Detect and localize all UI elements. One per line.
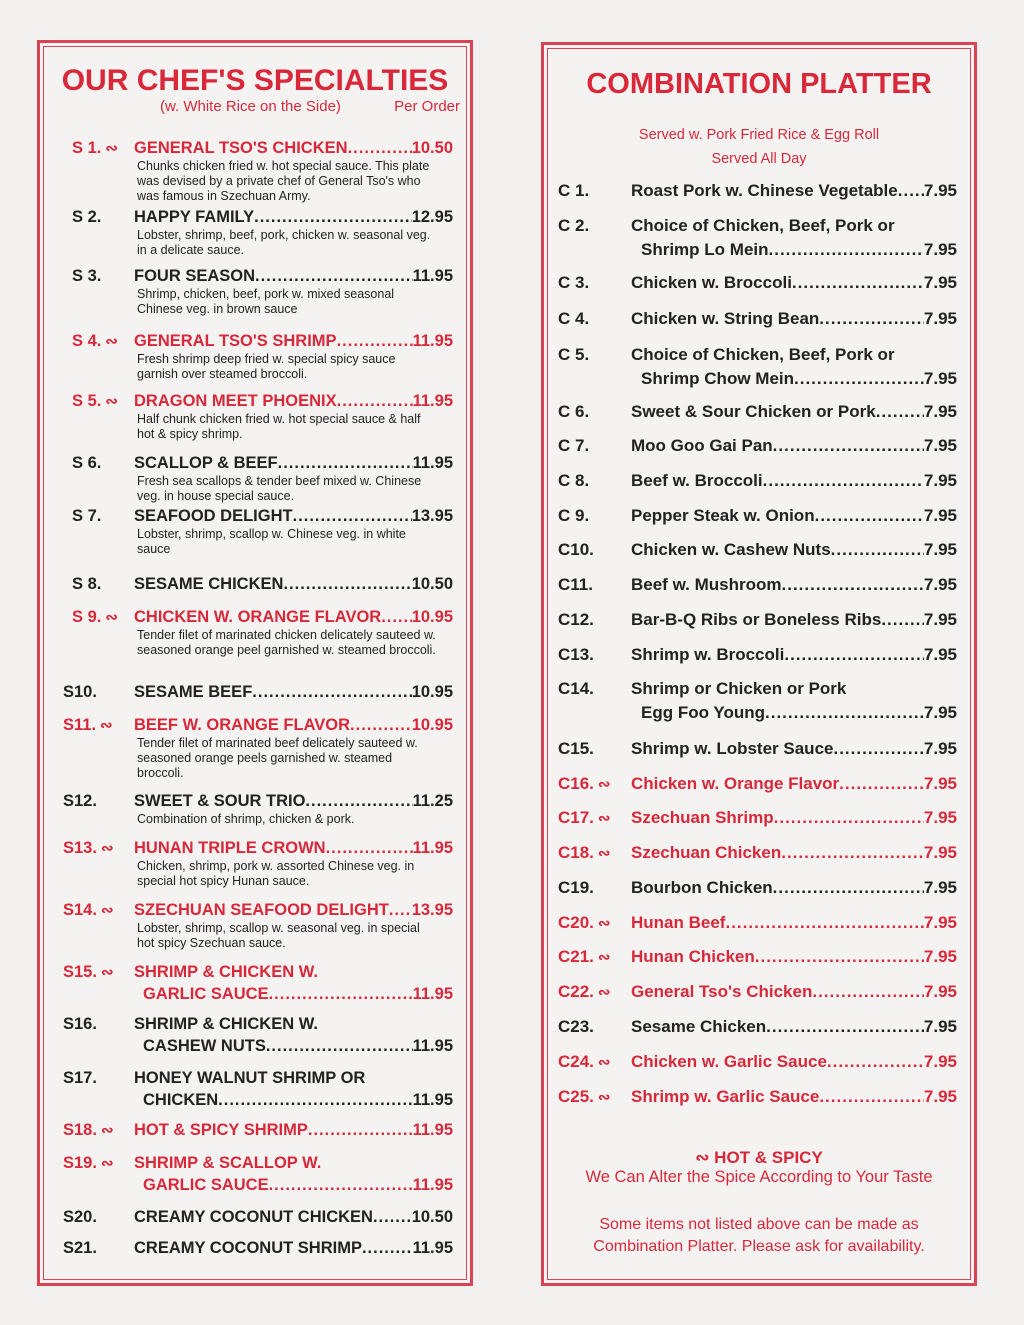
leader-dots [350,716,412,735]
spicy-icon: ∾ [597,1054,611,1071]
item-price: 7.95 [923,645,957,664]
spicy-icon: ∾ [105,393,118,410]
item-code: S 1. ∾ [72,139,118,157]
leader-dots [876,402,924,422]
item-code: C13. [558,645,594,664]
item-description: Lobster, shrimp, scallop w. seasonal veg. in special hot spicy Szechuan sauce. [137,921,420,950]
item-price: 13.95 [411,507,453,525]
item-description: Chicken, shrimp, pork w. assorted Chinese veg. in special hot spicy Hunan sauce. [137,859,415,888]
spicy-icon: ∾ [695,1148,710,1167]
item-description: Fresh sea scallops & tender beef mixed w. Chinese veg. in house special sauce. [137,474,422,503]
leader-dots [278,454,413,473]
item-code: S10. [63,683,97,701]
spicy-icon: ∾ [597,776,611,793]
item-name: Shrimp Lo Mein [641,240,769,259]
item-name: Roast Pork w. Chinese Vegetable [631,181,898,200]
leader-dots [308,1121,413,1140]
item-name-row [134,1208,453,1227]
item-name: SWEET & SOUR TRIO [134,792,306,810]
item-price: 11.95 [412,392,453,410]
item-name-row [631,982,957,1002]
item-price: 7.95 [923,1087,957,1106]
item-price: 7.95 [923,575,957,594]
item-price: 10.95 [411,683,453,701]
item-price: 11.95 [412,1121,453,1139]
item-name: Szechuan Shrimp [631,808,774,827]
item-name-row [631,273,957,293]
item-name-row [134,901,453,920]
spicy-legend [544,1148,974,1187]
item-name: CHICKEN W. ORANGE FLAVOR [134,608,382,626]
leader-dots [773,436,924,456]
item-price: 7.95 [923,402,957,421]
item-code: C 9. [558,506,590,525]
item-description: Half chunk chicken fried w. hot special sauce & half hot & spicy shrimp. [137,412,421,441]
item-price: 7.95 [923,703,957,722]
item-name-line1: SHRIMP & CHICKEN W. [134,963,318,981]
leader-dots [815,506,924,526]
item-name: Bourbon Chicken [631,878,773,897]
alter-spice-note: We Can Alter the Spice According to Your Taste [585,1168,933,1186]
item-name-row [631,181,957,201]
item-code: C25. ∾ [558,1087,611,1106]
item-code: S 3. [72,267,102,285]
item-price: 7.95 [923,471,957,490]
item-name: Moo Goo Gai Pan [631,436,773,455]
served-info [544,123,974,171]
item-name-row [631,1087,957,1107]
item-price: 11.95 [412,1239,453,1257]
item-name: SCALLOP & BEEF [134,454,278,472]
leader-dots [305,792,412,811]
specialties-title: OUR CHEF'S SPECIALTIES [61,64,449,97]
leader-dots [766,1017,924,1037]
item-name-row [631,540,957,560]
item-name-row [134,839,453,858]
item-description: Lobster, shrimp, scallop w. Chinese veg. in white sauce [137,527,406,556]
combination-platter-panel [541,42,977,1286]
item-code: C19. [558,878,594,897]
leader-dots [255,267,413,286]
spicy-icon: ∾ [597,845,611,862]
item-name-row [641,369,957,389]
item-code: S14. ∾ [63,901,114,919]
item-name: Bar-B-Q Ribs or Boneless Ribs [631,610,882,629]
item-name: GENERAL TSO'S CHICKEN [134,139,348,157]
leader-dots [794,369,924,389]
availability-note-line2: Combination Platter. Please ask for availability. [593,1238,925,1255]
item-name: HUNAN TRIPLE CROWN [134,839,326,857]
spicy-icon: ∾ [100,840,114,857]
item-price: 11.95 [412,1037,453,1055]
item-name: HOT & SPICY SHRIMP [134,1121,308,1139]
item-name-row [631,575,957,595]
item-price: 10.95 [411,716,453,734]
item-price: 7.95 [923,947,957,966]
item-name: Sesame Chicken [631,1017,767,1036]
item-name-row [134,1121,453,1140]
item-name-row [631,878,957,898]
item-code: S18. ∾ [63,1121,114,1139]
spicy-icon: ∾ [100,902,114,919]
item-name: GENERAL TSO'S SHRIMP [134,332,337,350]
item-name-row [631,402,957,422]
item-name-row [631,739,957,759]
item-name: Shrimp w. Lobster Sauce [631,739,834,758]
leader-dots [819,1087,924,1107]
item-price: 12.95 [411,208,453,226]
item-name-row [134,1239,453,1258]
spicy-icon: ∾ [100,964,114,981]
item-name: Hunan Chicken [631,947,755,966]
leader-dots [831,540,924,560]
leader-dots [389,901,412,920]
leader-dots [283,575,411,594]
leader-dots [781,843,924,863]
item-name-row [143,1037,453,1056]
item-name-row [631,1052,957,1072]
item-price: 7.95 [923,878,957,897]
item-name-row [134,792,453,811]
leader-dots [218,1091,412,1110]
item-code: C 5. [558,345,590,364]
item-code: S17. [63,1069,97,1087]
combination-title: COMBINATION PLATTER [586,68,932,100]
per-order-label: Per Order [394,98,460,115]
item-code: C16. ∾ [558,774,611,793]
item-name: General Tso's Chicken [631,982,813,1001]
item-price: 7.95 [923,436,957,455]
item-name-line1: SHRIMP & SCALLOP W. [134,1154,322,1172]
item-name-row [134,716,453,735]
leader-dots [269,1176,413,1195]
leader-dots [792,273,924,293]
leader-dots [782,575,924,595]
item-name: Beef w. Broccoli [631,471,763,490]
leader-dots [773,878,924,898]
item-name-row [631,913,957,933]
item-code: C18. ∾ [558,843,611,862]
spicy-icon: ∾ [105,333,118,350]
item-name-row [134,267,453,286]
item-name: SEAFOOD DELIGHT [134,507,293,525]
item-description: Lobster, shrimp, beef, pork, chicken w. seasonal veg. in a delicate sauce. [137,228,431,257]
item-description: Fresh shrimp deep fried w. special spicy sauce garnish over steamed broccoli. [137,352,396,381]
item-name: Pepper Steak w. Onion [631,506,815,525]
item-code: C22. ∾ [558,982,611,1001]
item-name: Hunan Beef [631,913,726,932]
item-name: Chicken w. Broccoli [631,273,792,292]
chefs-specialties-panel [37,40,473,1286]
item-price: 11.95 [412,454,453,472]
item-name-line1: Choice of Chicken, Beef, Pork or [631,345,895,364]
leader-dots [725,913,923,933]
served-with-note: Served w. Pork Fried Rice & Egg Roll [638,127,880,143]
item-name-line1: SHRIMP & CHICKEN W. [134,1015,318,1033]
item-code: C 2. [558,216,590,235]
item-price: 10.50 [411,139,453,157]
item-name: Egg Foo Young [641,703,766,722]
item-price: 7.95 [923,1052,957,1071]
item-name-row [641,240,957,260]
item-code: S 8. [72,575,102,593]
leader-dots [362,1239,413,1258]
leader-dots [266,1037,413,1056]
item-name-row [134,208,453,227]
item-name: SESAME CHICKEN [134,575,284,593]
leader-dots [254,208,412,227]
item-name-row [631,808,957,828]
item-name: FOUR SEASON [134,267,256,285]
item-code: C 3. [558,273,590,292]
spicy-icon: ∾ [105,140,118,157]
spicy-icon: ∾ [100,1155,114,1172]
item-price: 11.95 [412,332,453,350]
item-price: 10.95 [411,608,453,626]
item-name-row [134,507,453,526]
item-price: 7.95 [923,540,957,559]
item-code: S13. ∾ [63,839,114,857]
item-price: 10.50 [411,575,453,593]
item-price: 7.95 [923,181,957,200]
item-name-row [631,843,957,863]
item-price: 11.95 [412,1091,453,1109]
item-name-row [143,1091,453,1110]
item-code: C 1. [558,181,590,200]
item-name-row [631,436,957,456]
item-code: C11. [558,575,593,594]
item-name-row [641,703,957,723]
item-name: CASHEW NUTS [143,1037,266,1055]
item-code: C 6. [558,402,590,421]
spicy-icon: ∾ [105,609,118,626]
leader-dots [812,982,924,1002]
item-code: C21. ∾ [558,947,611,966]
item-name: DRAGON MEET PHOENIX [134,392,337,410]
item-name-row [631,471,957,491]
item-name: Shrimp w. Garlic Sauce [631,1087,820,1106]
leader-dots [763,471,924,491]
item-code: S11. ∾ [63,716,113,734]
item-price: 11.95 [412,985,453,1003]
item-name-row [134,608,453,627]
item-code: C10. [558,540,594,559]
spicy-icon: ∾ [597,1089,611,1106]
leader-dots [881,610,924,630]
item-code: C23. [558,1017,594,1036]
item-code: S 9. ∾ [72,608,118,626]
spicy-icon: ∾ [100,1122,114,1139]
item-price: 7.95 [923,982,957,1001]
item-description: Tender filet of marinated beef delicately sauteed w. seasoned orange peels garnished w. steamed broccoli. [137,736,418,780]
leader-dots [819,309,924,329]
white-rice-note: (w. White Rice on the Side) [160,98,341,115]
item-price: 13.95 [411,901,453,919]
leader-dots [765,703,924,723]
item-name-row [134,392,453,411]
spicy-icon: ∾ [597,984,611,1001]
item-price: 11.25 [412,792,453,810]
leader-dots [348,139,412,158]
item-name: Chicken w. Cashew Nuts [631,540,831,559]
item-price: 11.95 [412,1176,453,1194]
item-name: CHICKEN [143,1091,219,1109]
item-name: Szechuan Chicken [631,843,782,862]
item-code: S12. [63,792,97,810]
item-name: GARLIC SAUCE [143,985,269,1003]
item-code: C14. [558,679,594,698]
item-code: C 7. [558,436,590,455]
specialties-subheader [40,98,470,118]
spicy-icon: ∾ [100,717,113,734]
item-name-row [143,1176,453,1195]
item-name-row [134,683,453,702]
item-code: C20. ∾ [558,913,611,932]
served-all-day-note: Served All Day [711,151,807,167]
leader-dots [337,332,413,351]
item-name: Chicken w. String Bean [631,309,820,328]
item-price: 7.95 [923,739,957,758]
item-description: Tender filet of marinated chicken delicately sauteed w. seasoned orange peel garnished w. steamed broccoli. [137,628,436,657]
item-description: Combination of shrimp, chicken & pork. [137,812,355,826]
item-code: C17. ∾ [558,808,611,827]
item-price: 7.95 [923,506,957,525]
item-price: 7.95 [923,843,957,862]
leader-dots [326,839,413,858]
item-name-row [631,506,957,526]
item-name-row [134,454,453,473]
item-name: CREAMY COCONUT SHRIMP [134,1239,362,1257]
item-price: 7.95 [923,240,957,259]
item-price: 7.95 [923,808,957,827]
item-name-line1: Choice of Chicken, Beef, Pork or [631,216,895,235]
item-name: GARLIC SAUCE [143,1176,269,1194]
item-code: S 7. [72,507,102,525]
leader-dots [252,683,411,702]
leader-dots [774,808,924,828]
item-description: Shrimp, chicken, beef, pork w. mixed seasonal Chinese veg. in brown sauce [137,287,395,316]
item-code: C 4. [558,309,590,328]
item-name-row [143,985,453,1004]
item-code: C12. [558,610,594,629]
item-name: CREAMY COCONUT CHICKEN [134,1208,373,1226]
item-code: S21. [63,1239,97,1257]
item-code: C 8. [558,471,590,490]
item-description: Chunks chicken fried w. hot special sauce. This plate was devised by a private chef of General Tso's who was famous in Szechuan Army. [137,159,430,203]
leader-dots [839,774,924,794]
spicy-icon: ∾ [597,915,611,932]
leader-dots [293,507,412,526]
item-price: 7.95 [923,774,957,793]
item-price: 11.95 [412,267,453,285]
availability-note [544,1214,974,1258]
item-name: BEEF W. ORANGE FLAVOR [134,716,351,734]
leader-dots [833,739,923,759]
item-name: Beef w. Mushroom [631,575,782,594]
item-name-row [631,645,957,665]
item-code: S15. ∾ [63,963,114,981]
item-price: 7.95 [923,309,957,328]
item-name-row [631,947,957,967]
item-name: SESAME BEEF [134,683,253,701]
item-price: 7.95 [923,369,957,388]
item-code: S20. [63,1208,97,1226]
item-name: Shrimp Chow Mein [641,369,794,388]
spicy-icon: ∾ [597,949,611,966]
leader-dots [381,608,412,627]
item-name-row [134,139,453,158]
item-price: 7.95 [923,273,957,292]
leader-dots [769,240,924,260]
spicy-icon: ∾ [597,810,611,827]
item-name: Chicken w. Orange Flavor [631,774,840,793]
hot-spicy-label: HOT & SPICY [714,1148,823,1167]
item-name-row [631,309,957,329]
item-name: Shrimp w. Broccoli [631,645,785,664]
item-price: 7.95 [923,913,957,932]
item-price: 7.95 [923,1017,957,1036]
leader-dots [373,1208,412,1227]
item-price: 7.95 [923,610,957,629]
item-code: S 5. ∾ [72,392,118,410]
item-name-line1: Shrimp or Chicken or Pork [631,679,847,698]
leader-dots [898,181,924,201]
item-code: S 6. [72,454,102,472]
leader-dots [337,392,413,411]
item-code: S16. [63,1015,97,1033]
item-name: Sweet & Sour Chicken or Pork [631,402,876,421]
item-name-line1: HONEY WALNUT SHRIMP OR [134,1069,366,1087]
item-code: C15. [558,739,594,758]
item-name: HAPPY FAMILY [134,208,255,226]
item-name: SZECHUAN SEAFOOD DELIGHT [134,901,389,919]
leader-dots [269,985,413,1004]
availability-note-line1: Some items not listed above can be made as [599,1216,919,1233]
item-code: S 4. ∾ [72,332,118,350]
item-price: 10.50 [411,1208,453,1226]
item-code: S19. ∾ [63,1154,114,1172]
item-name-row [631,610,957,630]
item-code: S 2. [72,208,102,226]
item-name-row [134,332,453,351]
leader-dots [755,947,924,967]
leader-dots [784,645,924,665]
leader-dots [827,1052,924,1072]
item-name: Chicken w. Garlic Sauce [631,1052,827,1071]
item-code: C24. ∾ [558,1052,611,1071]
item-name-row [631,1017,957,1037]
item-name-row [134,575,453,594]
item-name-row [631,774,957,794]
item-price: 11.95 [412,839,453,857]
